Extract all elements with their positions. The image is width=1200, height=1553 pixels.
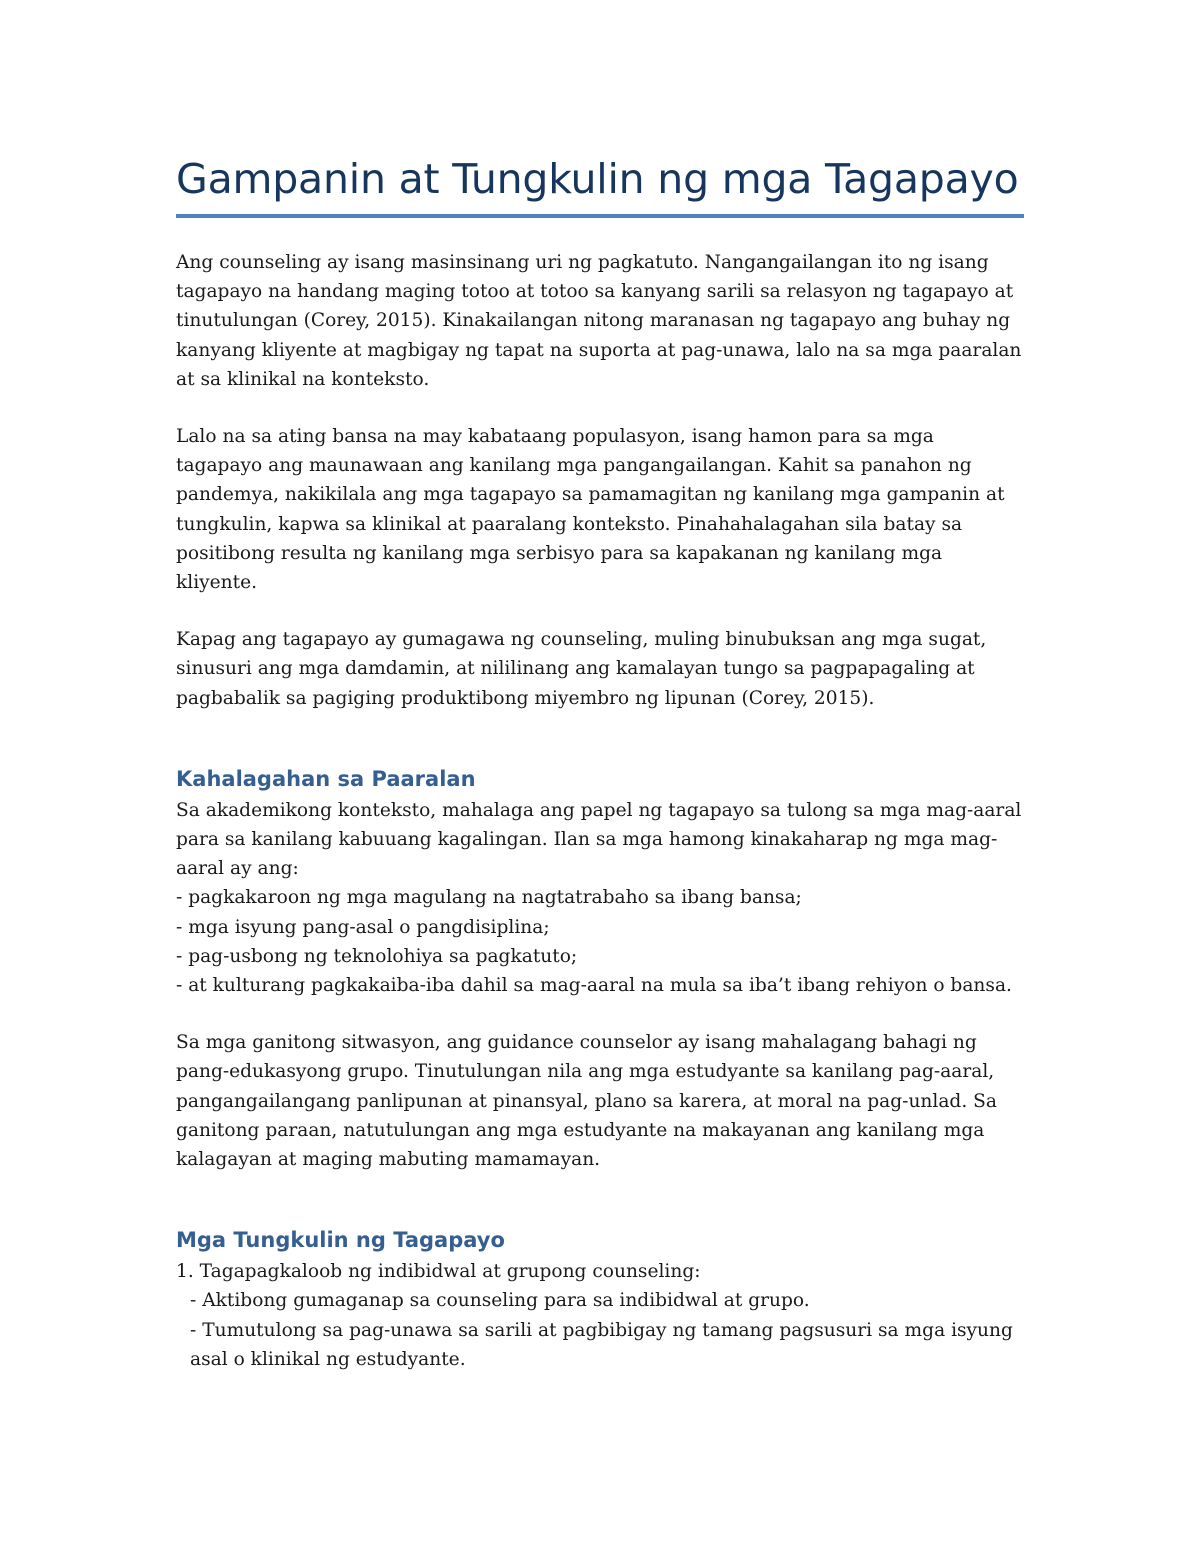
role-item-1-detail: - Tumutulong sa pag-unawa sa sarili at pagbibigay ng tamang pagsusuri sa mga isyung asal o klinikal ng estudyante. (190, 1319, 1013, 1370)
section1-closing-paragraph: Sa mga ganitong sitwasyon, ang guidance counselor ay isang mahalagang bahagi ng pang-edukasyong grupo. Tinutulungan nila ang mga estudyante sa kanilang pag-aaral, pangangailangang panlipunan at pinansyal, plano sa karera, at moral na pag-unlad. Sa ganitong paraan, natutulungan ang mga estudyante na makayanan ang kanilang mga kalagayan at maging mabuting mamamayan. (176, 1032, 997, 1171)
role-item-1: 1. Tagapagkaloob ng indibidwal at grupong counseling: (176, 1261, 701, 1283)
section2-block (176, 1257, 1024, 1374)
intro-paragraph-2: Lalo na sa ating bansa na may kabataang populasyon, isang hamon para sa mga tagapayo ang maunawaan ang kanilang mga pangangailangan. Kahit sa panahon ng pandemya, nakikilala ang mga tagapayo sa pamamagitan ng kanilang mga gampanin at tungkulin, kapwa sa klinikal at paaralang konteksto. Pinahahalagahan sila batay sa positibong resulta ng kanilang mga serbisyo para sa kapakanan ng kanilang mga kliyente. (176, 426, 1005, 594)
document-body (176, 150, 1024, 1402)
section-heading-kahalagahan: Kahalagahan sa Paaralan (176, 766, 476, 791)
section1-block (176, 796, 1024, 1000)
challenge-list-item: - at kulturang pagkakaiba-iba dahil sa mag-aaral na mula sa iba’t ibang rehiyon o bansa. (176, 975, 1012, 997)
challenge-list-item: - pag-usbong ng teknolohiya sa pagkatuto; (176, 945, 578, 967)
challenge-list-item: - mga isyung pang-asal o pangdisiplina; (176, 916, 550, 938)
role-item-1-detail: - Aktibong gumaganap sa counseling para sa indibidwal at grupo. (190, 1290, 810, 1312)
intro-paragraph-3: Kapag ang tagapayo ay gumagawa ng counseling, muling binubuksan ang mga sugat, sinusuri ang mga damdamin, at nililinang ang kamalayan tungo sa pagpapagaling at pagbabalik sa pagiging produktibong miyembro ng lipunan (Corey, 2015). (176, 629, 987, 709)
section1-intro: Sa akademikong konteksto, mahalaga ang papel ng tagapayo sa tulong sa mga mag-aaral para sa kanilang kabuuang kagalingan. Ilan sa mga hamong kinakaharap ng mga mag-aaral ay ang: (176, 799, 1022, 880)
section-heading-tungkulin: Mga Tungkulin ng Tagapayo (176, 1228, 505, 1253)
intro-paragraph-1: Ang counseling ay isang masinsinang uri ng pagkatuto. Nangangailangan ito ng isang tagapayo na handang maging totoo at totoo sa kanyang sarili sa relasyon ng tagapayo at tinutulungan (Corey, 2015). Kinakailangan nitong maranasan ng tagapayo ang buhay ng kanyang kliyente at magbigay ng tapat na suporta at pag-unawa, lalo na sa mga paaralan at sa klinikal na konteksto. (176, 252, 1022, 390)
document-title: Gampanin at Tungkulin ng mga Tagapayo (176, 155, 1019, 203)
title-underline-rule (176, 214, 1024, 218)
challenge-list-item: - pagkakaroon ng mga magulang na nagtatrabaho sa ibang bansa; (176, 887, 802, 909)
